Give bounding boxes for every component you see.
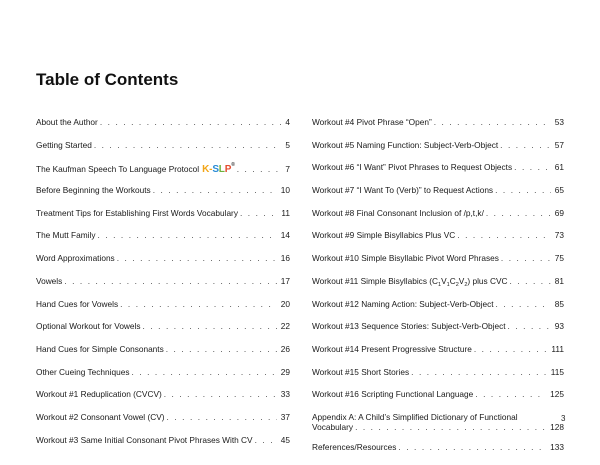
dot-leader: [253, 435, 277, 445]
toc-entry-page: 7: [285, 164, 290, 175]
dot-leader: [353, 422, 546, 432]
toc-entry-title: Workout #11 Simple Bisyllabics $(C_1V_1C_2V_2)$ plus CVC: [312, 275, 508, 288]
toc-entry[interactable]: [36, 321, 290, 344]
dot-leader: [512, 162, 551, 172]
toc-entry-page: 111: [551, 343, 564, 354]
toc-entry-page: 4: [285, 117, 290, 127]
dot-leader: [164, 344, 277, 354]
toc-entry[interactable]: [36, 117, 290, 140]
toc-entry[interactable]: [312, 253, 564, 276]
dot-leader: [499, 253, 551, 263]
toc-entry-title: Workout #7 “I Want To (Verb)” to Request Actions: [312, 185, 494, 196]
toc-entry-title: Other Cueing Techniques: [36, 366, 130, 377]
toc-entry[interactable]: [312, 389, 564, 412]
toc-right-column: [312, 117, 564, 465]
toc-entry[interactable]: [312, 276, 564, 299]
toc-entry[interactable]: [312, 442, 564, 465]
toc-entry[interactable]: [312, 185, 564, 208]
toc-entry-title: Appendix A: A Child’s Simplified Dictionary of Functional: [312, 411, 518, 422]
toc-entry-title: Workout #1 Reduplication (CVCV): [36, 389, 162, 400]
toc-entry-page: 69: [554, 207, 564, 218]
toc-entry-title: Workout #5 Naming Function: Subject-Verb-Object: [312, 139, 499, 150]
toc-entry-page: 125: [550, 389, 564, 400]
toc-left-column: [36, 117, 290, 457]
toc-entry[interactable]: [36, 412, 290, 435]
toc-entry-title: References/Resources: [312, 441, 397, 452]
toc-entry[interactable]: [312, 162, 564, 185]
toc-entry-title: Optional Workout for Vowels: [36, 321, 141, 332]
toc-entry-title: Word Approximations: [36, 253, 115, 264]
dot-leader: [118, 299, 277, 309]
dot-leader: [141, 321, 277, 331]
toc-entry-page: 57: [554, 139, 564, 150]
dot-leader: [396, 442, 546, 452]
toc-entry-title: Workout #12 Naming Action: Subject-Verb-Object: [312, 298, 494, 309]
toc-entry[interactable]: [36, 253, 290, 276]
dot-leader: [98, 117, 282, 127]
toc-entry[interactable]: [36, 230, 290, 253]
toc-entry-page: 73: [554, 230, 564, 241]
toc-entry-page: 85: [554, 298, 564, 309]
toc-entry-title: The Mutt Family: [36, 230, 96, 241]
toc-entry[interactable]: [312, 117, 564, 140]
toc-entry-page: 53: [554, 117, 564, 127]
toc-entry[interactable]: [36, 276, 290, 299]
dot-leader: [432, 117, 551, 127]
toc-entry[interactable]: [312, 140, 564, 163]
toc-entry-page: 45: [280, 434, 290, 445]
toc-entry-page: 5: [285, 139, 290, 150]
page-title: Table of Contents: [36, 70, 179, 89]
dot-leader: [151, 185, 277, 195]
toc-entry-title: Workout #8 Final Consonant Inclusion of /p,t,k/: [312, 207, 484, 218]
toc-entry-title: Workout #14 Present Progressive Structure: [312, 343, 472, 354]
dot-leader: [506, 321, 551, 331]
toc-entry-page: 14: [280, 230, 290, 241]
toc-entry-title: About the Author: [36, 117, 98, 127]
toc-entry[interactable]: [36, 162, 290, 185]
toc-entry-title: Treatment Tips for Establishing First Words Vocabulary: [36, 207, 238, 218]
toc-entry-page: 128: [550, 421, 564, 432]
dot-leader: [508, 276, 551, 286]
dot-leader: [498, 140, 551, 150]
dot-leader: [455, 230, 551, 240]
toc-entry-page: 11: [281, 207, 290, 218]
toc-entry[interactable]: [36, 344, 290, 367]
toc-entry-title: Workout #6 “I Want” Pivot Phrases to Request Objects: [312, 162, 513, 173]
toc-entry-page: 22: [280, 321, 290, 332]
toc-entry-page: 61: [554, 162, 564, 173]
k-slp-logo: K-SLP®: [202, 162, 235, 176]
toc-entry[interactable]: [36, 435, 290, 458]
toc-entry-page: 93: [554, 321, 564, 332]
toc-entry-page: 10: [280, 185, 290, 196]
toc-entry-page: 26: [280, 343, 290, 354]
dot-leader: [115, 253, 277, 263]
dot-leader: [92, 140, 282, 150]
dot-leader: [129, 367, 276, 377]
toc-entry-page: 37: [280, 411, 290, 422]
toc-entry-page: 20: [280, 298, 290, 309]
dot-leader: [494, 299, 551, 309]
toc-entry-title: Workout #13 Sequence Stories: Subject-Verb-Object: [312, 321, 506, 332]
dot-leader: [493, 185, 551, 195]
toc-entry-title: Getting Started: [36, 139, 92, 150]
toc-entry[interactable]: [312, 299, 564, 322]
toc-entry[interactable]: [312, 208, 564, 231]
toc-entry-title: Workout #9 Simple Bisyllabics Plus VC: [312, 230, 456, 241]
toc-entry[interactable]: [36, 185, 290, 208]
toc-entry-title: Workout #10 Simple Bisyllabic Pivot Word Phrases: [312, 253, 499, 264]
toc-entry-page: 115: [550, 366, 564, 377]
toc-entry-title: Vowels: [36, 275, 63, 286]
toc-entry[interactable]: [36, 367, 290, 390]
toc-entry-title-cont: Vocabulary: [312, 421, 354, 432]
toc-entry-title: Hand Cues for Simple Consonants: [36, 343, 164, 354]
toc-entry-title: The Kaufman Speech To Language Protocol: [36, 164, 200, 175]
toc-entry[interactable]: [312, 344, 564, 367]
dot-leader: [484, 208, 551, 218]
toc-entry-page: 81: [554, 275, 564, 286]
toc-entry[interactable]: [36, 140, 290, 163]
toc-entry-page: 17: [280, 275, 290, 286]
toc-entry-page: 16: [280, 253, 290, 264]
toc-entry-title: Workout #3 Same Initial Consonant Pivot Phrases With CV: [36, 434, 253, 445]
dot-leader: [95, 230, 276, 240]
dot-leader: [238, 208, 277, 218]
toc-entry-page: 133: [550, 441, 564, 452]
toc-entry-title: Workout #4 Pivot Phrase “Open”: [312, 117, 432, 127]
toc-entry[interactable]: [36, 299, 290, 322]
toc-entry[interactable]: [312, 230, 564, 253]
dot-leader: [162, 389, 277, 399]
toc-entry-title: Before Beginning the Workouts: [36, 185, 151, 196]
toc-entry[interactable]: [312, 412, 564, 442]
toc-entry[interactable]: [312, 367, 564, 390]
toc-entry-title: Workout #2 Consonant Vowel (CV): [36, 411, 165, 422]
toc-entry-title: Workout #15 Short Stories: [312, 366, 410, 377]
toc-entry-title: Workout #16 Scripting Functional Language: [312, 389, 474, 400]
toc-entry[interactable]: [36, 208, 290, 231]
dot-leader: [62, 276, 276, 286]
page-number: 3: [561, 414, 566, 423]
toc-entry[interactable]: [312, 321, 564, 344]
dot-leader: [165, 412, 277, 422]
dot-leader: [409, 367, 547, 377]
toc-entry-title: Hand Cues for Vowels: [36, 298, 119, 309]
dot-leader: [472, 344, 548, 354]
dot-leader: [473, 389, 546, 399]
toc-entry-page: 65: [554, 185, 564, 196]
dot-leader: [235, 164, 282, 174]
toc-entry[interactable]: [36, 389, 290, 412]
toc-entry-page: 29: [280, 366, 290, 377]
toc-entry-page: 75: [554, 253, 564, 264]
toc-entry-page: 33: [280, 389, 290, 400]
